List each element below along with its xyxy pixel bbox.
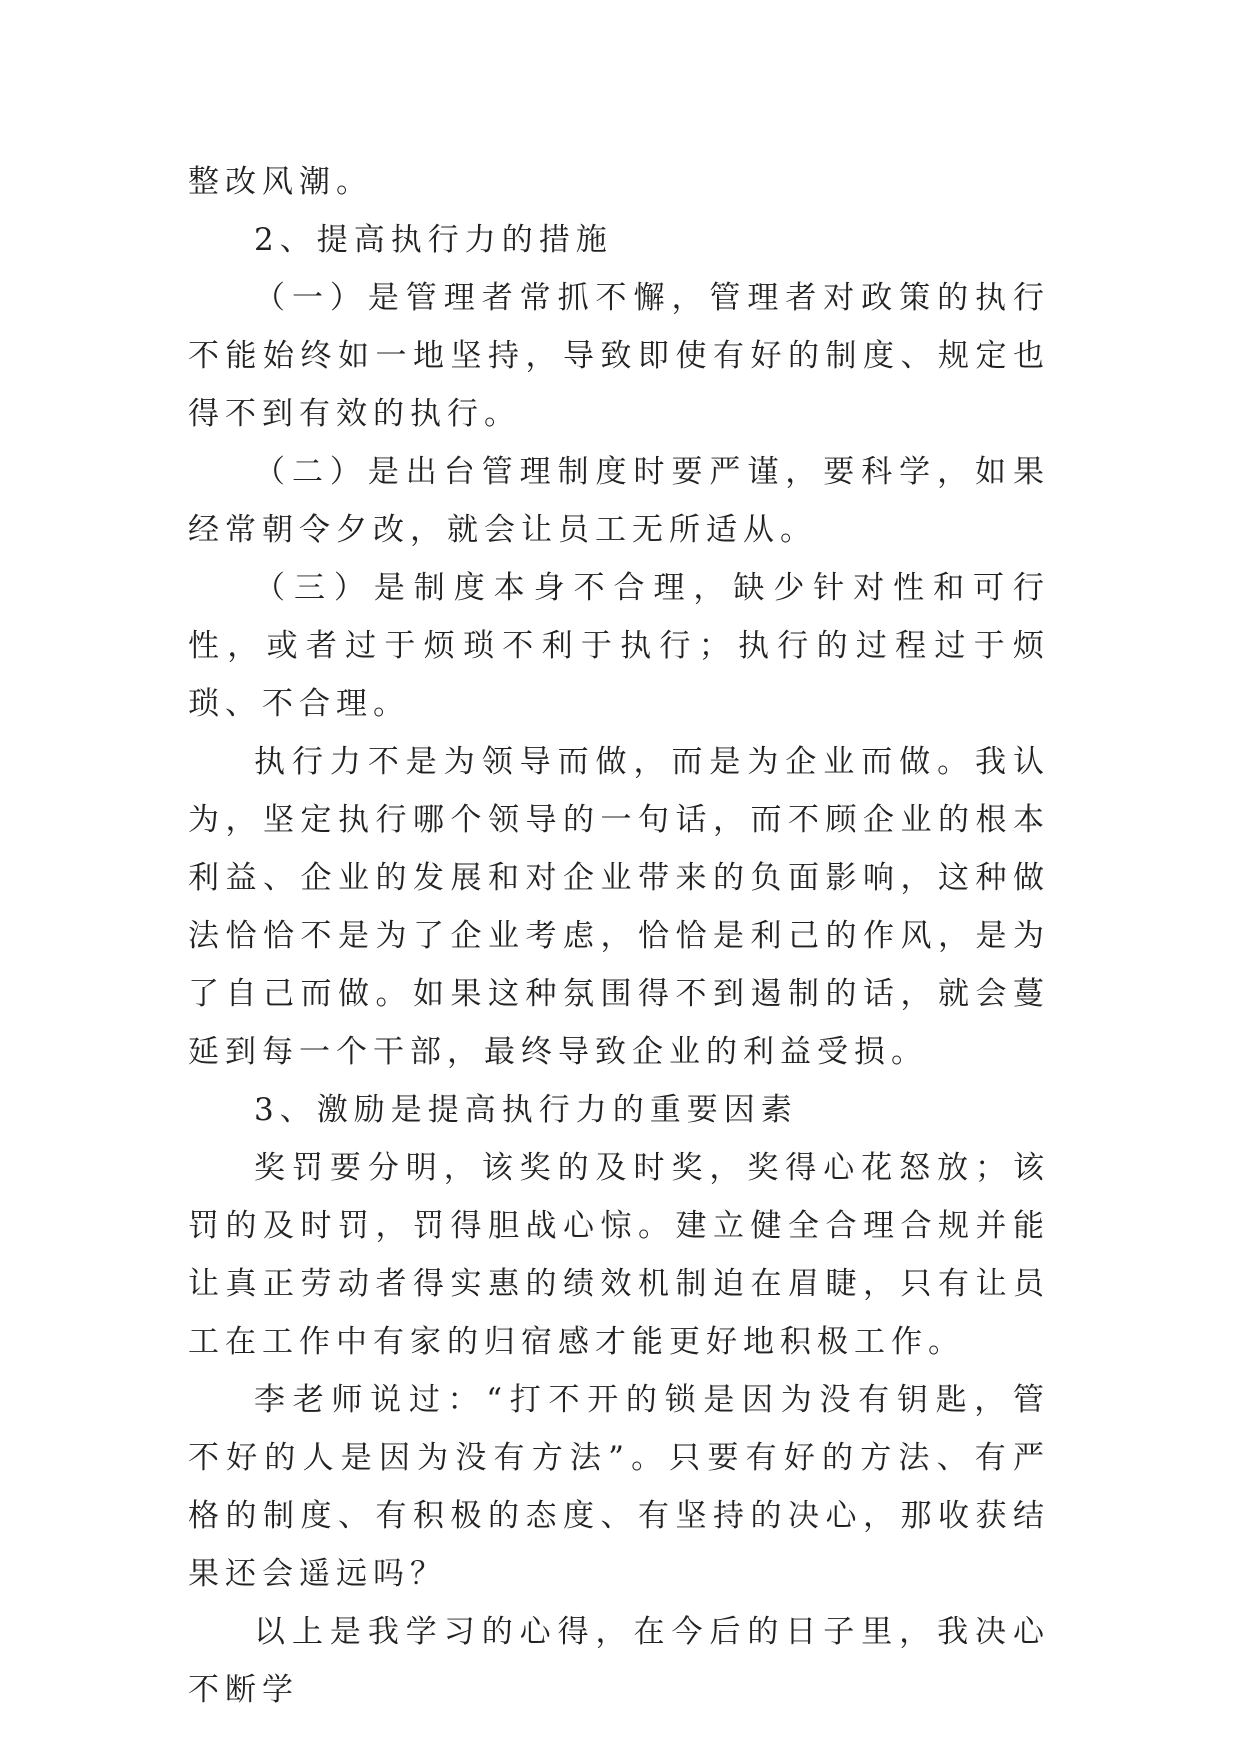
section-heading-2: 2、提高执行力的措施 bbox=[254, 222, 613, 258]
paragraph-measure-1: （一）是管理者常抓不懈，管理者对政策的执行不能始终如一地坚持，导致即使有好的制度、规定也得不到有效的执行。 bbox=[188, 280, 1050, 432]
section-heading-3: 3、激励是提高执行力的重要因素 bbox=[254, 1092, 798, 1128]
document-body bbox=[188, 153, 1050, 1719]
paragraph-continuation: 整改风潮。 bbox=[188, 164, 373, 200]
paragraph-measure-2: （二）是出台管理制度时要严谨，要科学，如果经常朝令夕改，就会让员工无所适从。 bbox=[188, 454, 1050, 548]
paragraph-conclusion: 以上是我学习的心得，在今后的日子里，我决心不断学 bbox=[188, 1614, 1050, 1708]
paragraph-execution: 执行力不是为领导而做，而是为企业而做。我认为，坚定执行哪个领导的一句话，而不顾企业的根本利益、企业的发展和对企业带来的负面影响，这种做法恰恰不是为了企业考虑，恰恰是利己的作风，是为了自己而做。如果这种氛围得不到遏制的话，就会蔓延到每一个干部，最终导致企业的利益受损。 bbox=[188, 744, 1050, 1070]
paragraph-rewards: 奖罚要分明，该奖的及时奖，奖得心花怒放；该罚的及时罚，罚得胆战心惊。建立健全合理合规并能让真正劳动者得实惠的绩效机制迫在眉睫，只有让员工在工作中有家的归宿感才能更好地积极工作。 bbox=[188, 1150, 1050, 1360]
paragraph-measure-3: （三）是制度本身不合理，缺少针对性和可行性，或者过于烦琐不利于执行；执行的过程过于烦琐、不合理。 bbox=[188, 570, 1050, 722]
paragraph-quote: 李老师说过：“打不开的锁是因为没有钥匙，管不好的人是因为没有方法”。只要有好的方法、有严格的制度、有积极的态度、有坚持的决心，那收获结果还会遥远吗？ bbox=[188, 1382, 1050, 1592]
